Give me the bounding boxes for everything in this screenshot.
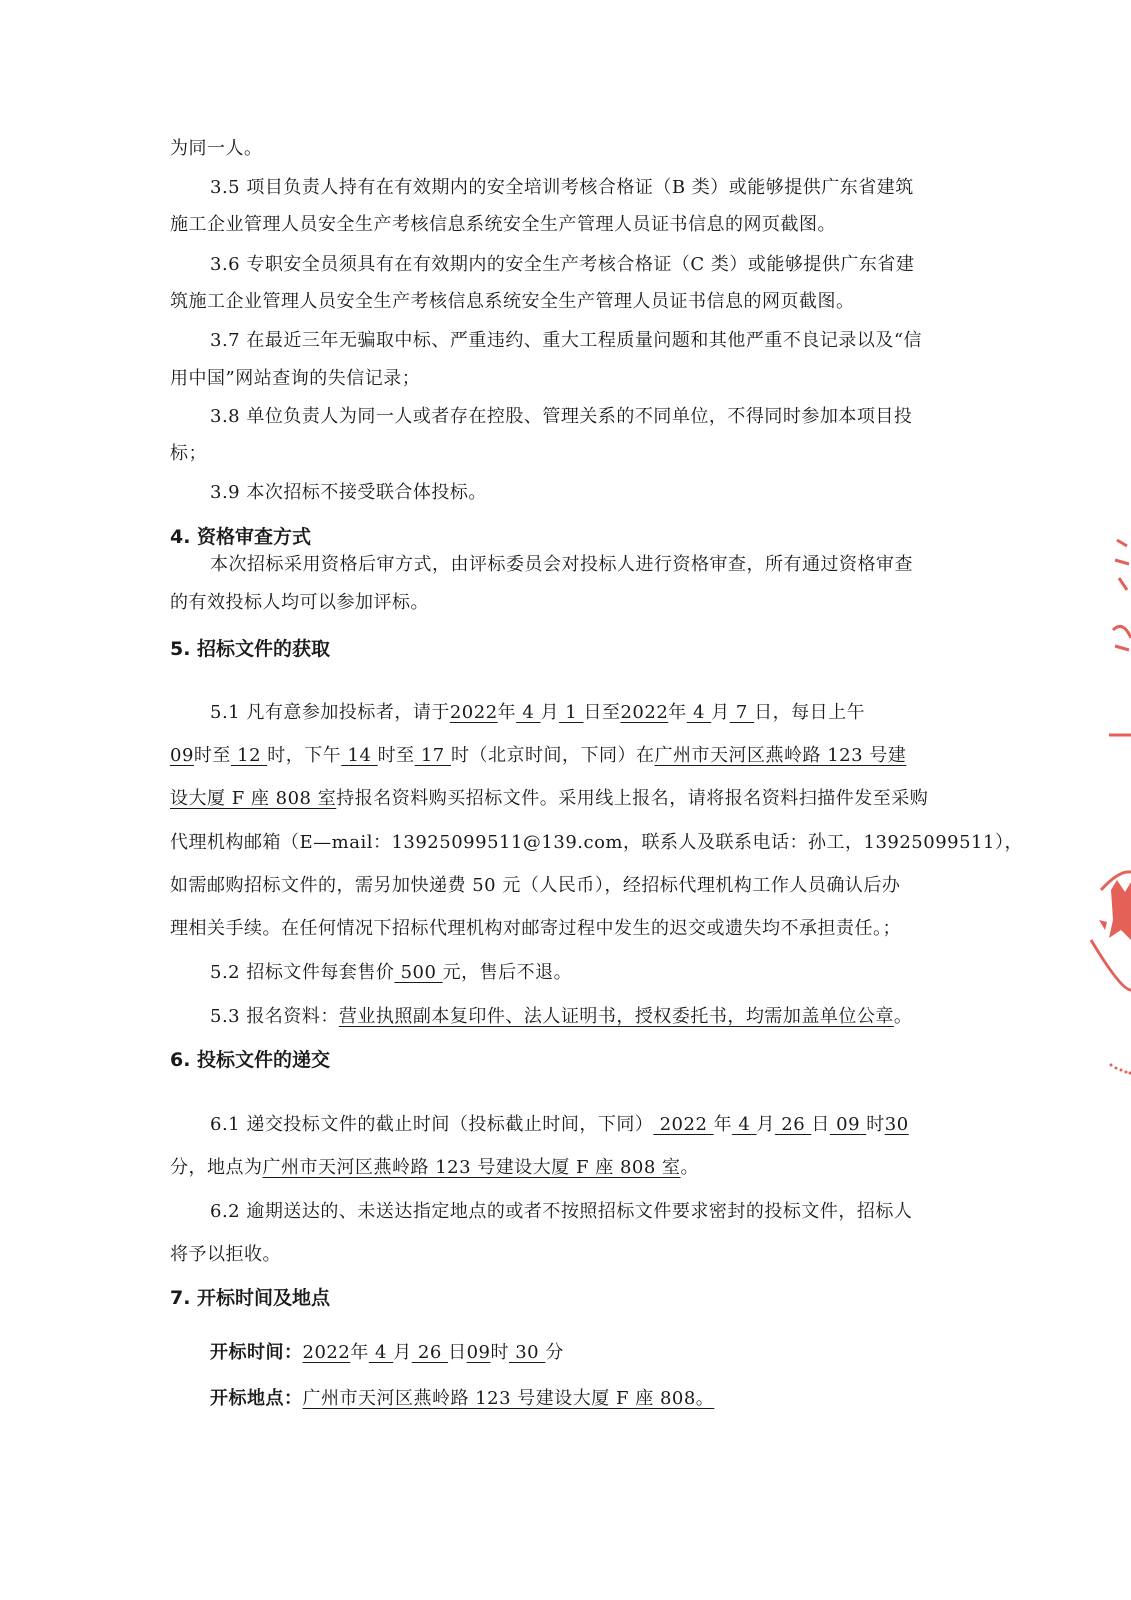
- text: 。: [893, 1006, 913, 1027]
- registration-docs: 营业执照副本复印件、法人证明书，授权委托书，均需加盖单位公章: [338, 1006, 894, 1027]
- opening-place-label: 开标地点：: [210, 1388, 303, 1409]
- text: 时至: [377, 745, 415, 766]
- clause-3-7: 3.7 在最近三年无骗取中标、严重违约、重大工程质量问题和其他严重不良记录以及“信: [210, 330, 923, 351]
- text: 日至: [583, 702, 621, 723]
- text-line: 为同一人。: [170, 138, 263, 159]
- text: 日: [448, 1342, 467, 1363]
- text: 时: [490, 1342, 509, 1363]
- end-month: 4: [686, 702, 712, 723]
- deadline-hour: 09: [829, 1114, 867, 1135]
- clause-5-3: [210, 1004, 912, 1030]
- clause-6-1: [210, 1112, 909, 1138]
- section-heading-5: 5. 招标文件的获取: [170, 638, 331, 660]
- opening-time: [210, 1340, 564, 1366]
- opening-place: [210, 1386, 714, 1412]
- clause-3-9: 3.9 本次招标不接受联合体投标。: [210, 482, 487, 503]
- start-day: 1: [559, 702, 584, 723]
- text: 时（北京时间，下同）在: [450, 745, 655, 766]
- text-line: 将予以拒收。: [170, 1244, 281, 1265]
- hour: 09: [170, 745, 194, 766]
- seal-stamp-partial: [1061, 520, 1131, 1120]
- text: 月: [756, 1114, 776, 1135]
- text-line: 如需邮购招标文件的，需另加快递费 50 元（人民币），经招标代理机构工作人员确认后办: [170, 875, 901, 896]
- text: 5.1 凡有意参加投标者，请于: [210, 702, 450, 723]
- submission-address: 广州市天河区燕岭路 123 号建设大厦 F 座 808 室: [262, 1157, 681, 1178]
- text-line: 筑施工企业管理人员安全生产考核信息系统安全生产管理人员证书信息的网页截图。: [170, 291, 855, 312]
- clause-5-1: [210, 700, 865, 726]
- end-day: 7: [729, 702, 755, 723]
- section-heading-4: 4. 资格审查方式: [170, 526, 312, 548]
- text: 持报名资料购买招标文件。采用线上报名，请将报名资料扫描件发至采购: [336, 788, 929, 809]
- end-year: 2022: [620, 702, 669, 723]
- address: 广州市天河区燕岭路 123 号建: [654, 745, 907, 766]
- address: 设大厦 F 座 808 室: [170, 788, 337, 809]
- seal-stamp-icon: [1061, 520, 1131, 1120]
- text: 年: [350, 1342, 369, 1363]
- start-month: 4: [516, 702, 541, 723]
- clause-5-2: [210, 960, 572, 986]
- text-line: 本次招标采用资格后审方式，由评标委员会对投标人进行资格审查，所有通过资格审查: [210, 554, 913, 575]
- opening-minute: 30: [508, 1342, 546, 1363]
- text: 。: [680, 1157, 700, 1178]
- section-heading-6: 6. 投标文件的递交: [170, 1049, 331, 1071]
- text: 年: [713, 1114, 733, 1135]
- text-line: [170, 743, 906, 769]
- opening-address: 广州市天河区燕岭路 123 号建设大厦 F 座 808。: [302, 1388, 715, 1409]
- text-line: 标；: [170, 443, 207, 464]
- opening-month: 4: [368, 1342, 394, 1363]
- deadline-year: 2022: [653, 1114, 714, 1135]
- opening-day: 26: [411, 1342, 449, 1363]
- clause-3-8: 3.8 单位负责人为同一人或者存在控股、管理关系的不同单位，不得同时参加本项目投: [210, 406, 913, 427]
- contact-line: 代理机构邮箱（E—mail：13925099511@139.com，联系人及联系电话：孙工，13925099511），: [170, 832, 1023, 853]
- text: 5.2 招标文件每套售价: [210, 962, 395, 983]
- hour: 14: [341, 745, 378, 766]
- opening-year: 2022: [302, 1342, 351, 1363]
- deadline-minute: 30: [884, 1114, 909, 1135]
- clause-3-5: 3.5 项目负责人持有在有效期内的安全培训考核合格证（B 类）或能够提供广东省建筑: [210, 177, 914, 198]
- deadline-day: 26: [775, 1114, 812, 1135]
- text: 时: [866, 1114, 885, 1135]
- opening-time-label: 开标时间：: [210, 1342, 303, 1363]
- hour: 12: [230, 745, 268, 766]
- clause-6-2: 6.2 逾期送达的、未送达指定地点的或者不按照招标文件要求密封的投标文件，招标人: [210, 1201, 913, 1222]
- text-line: 用中国”网站查询的失信记录；: [170, 368, 421, 389]
- text: 月: [540, 702, 560, 723]
- hour: 17: [414, 745, 451, 766]
- text: 日: [811, 1114, 830, 1135]
- start-year: 2022: [449, 702, 498, 723]
- text: 分: [545, 1342, 564, 1363]
- text: 年: [497, 702, 517, 723]
- text: 5.3 报名资料：: [210, 1006, 339, 1027]
- text: 年: [668, 702, 687, 723]
- price: 500: [394, 962, 443, 983]
- opening-hour: 09: [466, 1342, 491, 1363]
- deadline-month: 4: [732, 1114, 757, 1135]
- text-line: [170, 1155, 699, 1181]
- clause-3-6: 3.6 专职安全员须具有在有效期内的安全生产考核合格证（C 类）或能够提供广东省建: [210, 254, 915, 275]
- text: 6.1 递交投标文件的截止时间（投标截止时间，下同）: [210, 1114, 654, 1135]
- text: 月: [393, 1342, 412, 1363]
- text-line: 的有效投标人均可以参加评标。: [170, 592, 429, 613]
- text-line: [170, 786, 928, 812]
- section-heading-7: 7. 开标时间及地点: [170, 1287, 331, 1309]
- text: 元，售后不退。: [442, 962, 573, 983]
- text-line: 理相关手续。在任何情况下招标代理机构对邮寄过程中发生的迟交或遗失均不承担责任。；: [170, 918, 901, 939]
- text: 时，下午: [267, 745, 342, 766]
- text: 分，地点为: [170, 1157, 263, 1178]
- text: 月: [711, 702, 730, 723]
- text-line: 施工企业管理人员安全生产考核信息系统安全生产管理人员证书信息的网页截图。: [170, 214, 836, 235]
- text: 日，每日上午: [754, 702, 866, 723]
- text: 时至: [193, 745, 231, 766]
